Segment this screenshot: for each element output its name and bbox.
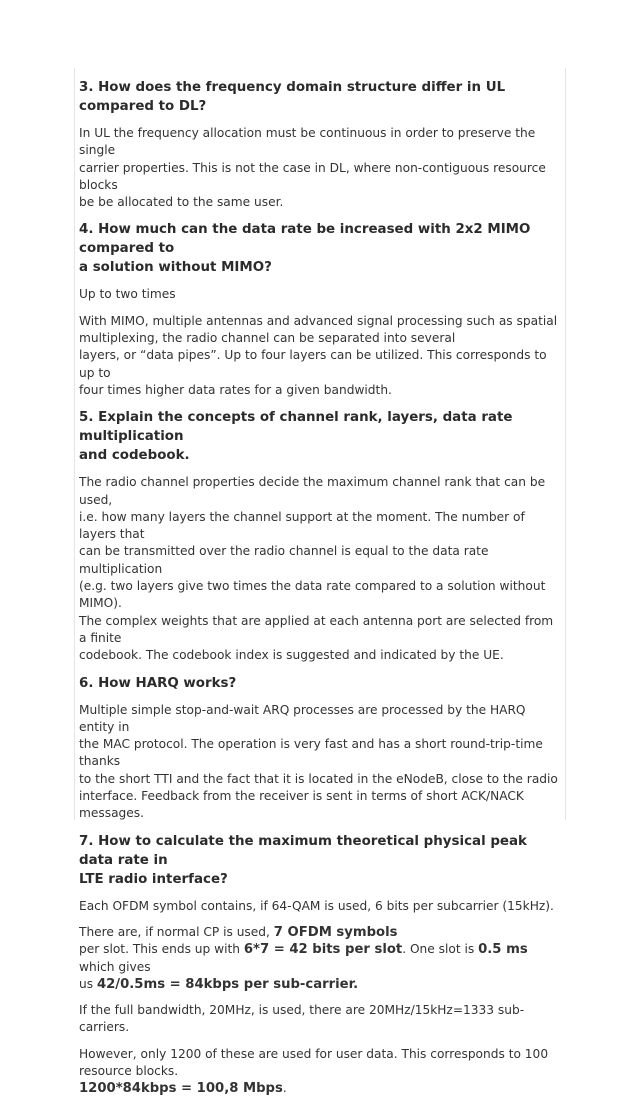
emphasis-text: 0.5 ms (478, 942, 528, 958)
question-7-heading (79, 832, 563, 889)
answer-line: i.e. how many layers the channel support at the moment. The number of layers that (79, 509, 525, 542)
answer-line: (e.g. two layers give two times the data rate compared to a solution without MIMO). (79, 579, 546, 611)
answer-line: layers, or “data pipes”. Up to four layers can be utilized. This corresponds to up to (79, 348, 547, 380)
answer-line (79, 924, 563, 941)
answer-line: The complex weights that are applied at each antenna port are selected from a finite (79, 613, 554, 645)
answer-line: to the short TTI and the fact that it is located in the eNodeB, close to the radio (79, 771, 558, 786)
question-5-heading (79, 408, 563, 465)
document-page (74, 68, 566, 1097)
text-run: which gives (79, 959, 151, 974)
heading-line: and codebook. (79, 448, 190, 464)
document-content (79, 78, 563, 1098)
question-7-paragraph-2 (79, 924, 563, 993)
answer-line: multiplexing, the radio channel can be separated into several (79, 331, 456, 346)
answer-line: With MIMO, multiple antennas and advanced signal processing such as spatial (79, 313, 558, 328)
answer-line: carrier properties. This is not the case in DL, where non-contiguous resource blocks (79, 160, 546, 192)
answer-line: codebook. The codebook index is suggested and indicated by the UE. (79, 648, 504, 663)
heading-line: LTE radio interface? (79, 871, 228, 887)
text-run: us (79, 976, 97, 991)
answer-line: four times higher data rates for a given bandwidth. (79, 382, 392, 397)
question-7-paragraph-4 (79, 1046, 563, 1098)
question-3-answer (79, 125, 563, 211)
answer-line: resource blocks. (79, 1063, 179, 1078)
question-6-heading: 6. How HARQ works? (79, 675, 237, 691)
emphasis-text: 1200*84kbps = 100,8 Mbps (79, 1081, 283, 1097)
heading-line: a solution without MIMO? (79, 260, 272, 276)
question-3-heading: 3. How does the frequency domain structure differ in UL compared to DL? (79, 80, 506, 114)
answer-line (79, 976, 563, 993)
text-run: . One slot is (402, 942, 479, 957)
answer-line (79, 1080, 563, 1097)
answer-line: be be allocated to the same user. (79, 195, 284, 210)
question-4-short-answer: Up to two times (79, 287, 176, 302)
answer-line: In UL the frequency allocation must be continuous in order to preserve the single (79, 126, 536, 158)
heading-line: 4. How much can the data rate be increased with 2x2 MIMO compared to (79, 222, 531, 257)
heading-line: 5. Explain the concepts of channel rank, layers, data rate multiplication (79, 410, 513, 445)
answer-line: The radio channel properties decide the maximum channel rank that can be used, (79, 475, 546, 507)
question-7-paragraph-1: Each OFDM symbol contains, if 64-QAM is used, 6 bits per subcarrier (15kHz). (79, 898, 554, 913)
answer-line: can be transmitted over the radio channel is equal to the data rate multiplication (79, 544, 489, 576)
emphasis-text: 42/0.5ms = 84kbps per sub-carrier. (96, 976, 359, 992)
text-run: per slot. This ends up with (79, 942, 244, 957)
emphasis-text: 7 OFDM symbols (273, 924, 398, 940)
answer-line (79, 941, 563, 976)
text-run: There are, if normal CP is used, (79, 924, 274, 939)
question-4-heading (79, 220, 563, 277)
question-4-answer (79, 313, 563, 399)
question-6-answer (79, 702, 563, 823)
answer-line: However, only 1200 of these are used for user data. This corresponds to 100 (79, 1046, 549, 1061)
heading-line: 7. How to calculate the maximum theoretical physical peak data rate in (79, 833, 527, 868)
answer-line: Multiple simple stop-and-wait ARQ processes are processed by the HARQ entity in (79, 702, 526, 734)
text-run: . (282, 1081, 287, 1096)
question-5-answer (79, 474, 563, 664)
answer-line: interface. Feedback from the receiver is sent in terms of short ACK/NACK messages. (79, 789, 524, 821)
question-7-paragraph-3: If the full bandwidth, 20MHz, is used, there are 20MHz/15kHz=1333 sub-carriers. (79, 1003, 525, 1035)
emphasis-text: 6*7 = 42 bits per slot (243, 942, 403, 958)
answer-line: the MAC protocol. The operation is very fast and has a short round-trip-time thanks (79, 737, 543, 769)
